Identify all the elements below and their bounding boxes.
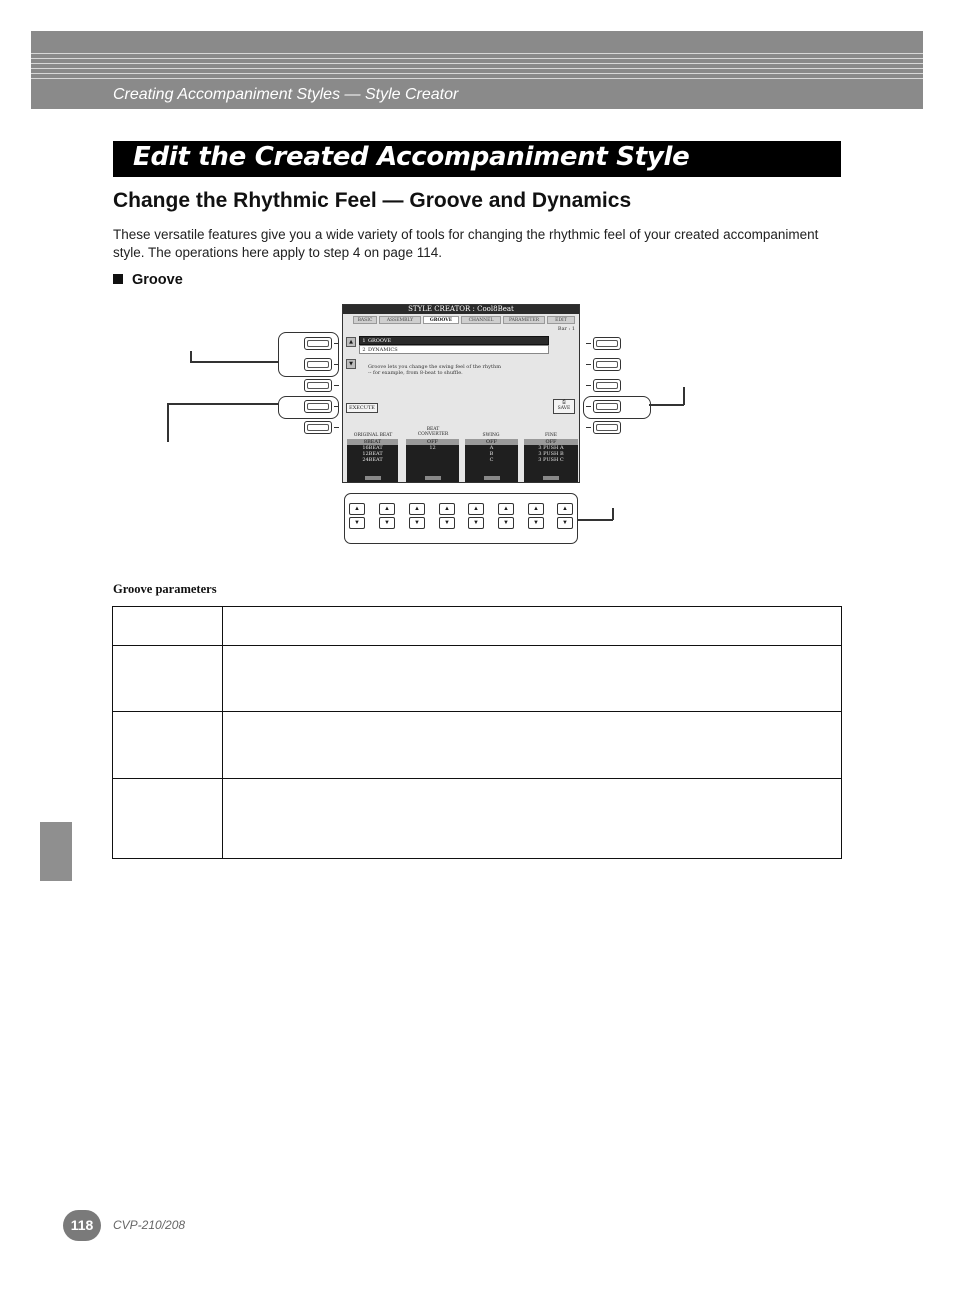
list-item-selected[interactable]: OFF	[406, 439, 459, 445]
column-head-line1: BEAT	[426, 427, 440, 432]
swing-list[interactable]	[465, 439, 518, 482]
list-item[interactable]: 12	[429, 445, 436, 451]
callout-leader-right-vertical	[683, 387, 685, 405]
chapter-header-band	[31, 31, 923, 109]
list-item[interactable]: B	[489, 451, 494, 457]
button-pair-1	[349, 503, 365, 529]
menu-item-label: GROOVE	[368, 338, 392, 344]
list-item[interactable]: 16BEAT	[362, 445, 383, 451]
up-button[interactable]: ▲	[498, 503, 514, 515]
list-item[interactable]: A	[489, 445, 494, 451]
up-button[interactable]: ▲	[439, 503, 455, 515]
lcd-title-prefix: STYLE CREATOR :	[408, 305, 475, 313]
menu-item-number: 1	[362, 338, 366, 344]
scroll-triangle-icon	[425, 476, 441, 480]
button-tick	[586, 406, 591, 407]
table-cell	[113, 646, 223, 712]
execute-button[interactable]: EXECUTE	[346, 403, 378, 413]
button-tick	[334, 343, 339, 344]
table-cell	[223, 779, 842, 859]
model-name: CVP-210/208	[113, 1218, 186, 1232]
table-cell	[223, 646, 842, 712]
column-head-fine: FINE	[544, 433, 558, 438]
lcd-button-f[interactable]	[593, 337, 621, 350]
list-item-selected[interactable]: 8BEAT	[347, 439, 398, 445]
lcd-button-e[interactable]	[304, 421, 332, 434]
fine-list[interactable]	[524, 439, 578, 482]
down-button[interactable]: ▼	[468, 517, 484, 529]
scroll-triangle-icon	[484, 476, 500, 480]
button-tick	[334, 427, 339, 428]
save-label: SAVE	[557, 406, 571, 411]
tab-groove[interactable]: GROOVE	[423, 316, 459, 324]
callout-leader-bottom	[578, 519, 613, 521]
table-cell	[223, 607, 842, 646]
button-tick	[334, 406, 339, 407]
lcd-description	[368, 364, 501, 376]
button-tick	[334, 364, 339, 365]
down-button[interactable]: ▼	[439, 517, 455, 529]
save-button[interactable]	[553, 399, 575, 414]
list-item-selected[interactable]: OFF	[465, 439, 518, 445]
groove-heading-text: Groove	[132, 272, 183, 288]
down-button[interactable]: ▼	[498, 517, 514, 529]
column-head-beat-converter	[405, 427, 461, 437]
down-arrow-icon[interactable]: ▼	[346, 359, 356, 369]
button-pair-6	[498, 503, 514, 529]
button-pair-7	[528, 503, 544, 529]
down-button[interactable]: ▼	[557, 517, 573, 529]
list-item[interactable]: 3 PUSH B	[538, 451, 564, 457]
button-tick	[586, 427, 591, 428]
button-tick	[334, 385, 339, 386]
up-button[interactable]: ▲	[528, 503, 544, 515]
lcd-button-g[interactable]	[593, 358, 621, 371]
up-arrow-icon[interactable]: ▲	[346, 337, 356, 347]
button-tick	[586, 364, 591, 365]
chapter-title: Creating Accompaniment Styles — Style Creator	[113, 86, 459, 103]
lcd-button-i[interactable]	[593, 400, 621, 413]
callout-leader-bottom-vertical	[612, 508, 614, 520]
callout-leader-right	[649, 404, 684, 406]
menu-item-dynamics[interactable]	[359, 345, 549, 354]
menu-item-groove[interactable]	[359, 336, 549, 345]
table-row	[113, 607, 842, 646]
down-button[interactable]: ▼	[409, 517, 425, 529]
up-button[interactable]: ▲	[349, 503, 365, 515]
groove-parameters-table	[112, 606, 842, 859]
up-down-buttons-panel	[344, 493, 578, 544]
table-row	[113, 646, 842, 712]
original-beat-list[interactable]	[347, 439, 398, 482]
button-pair-4	[439, 503, 455, 529]
chapter-side-tab	[40, 822, 72, 881]
button-tick	[586, 343, 591, 344]
up-button[interactable]: ▲	[557, 503, 573, 515]
button-pair-2	[379, 503, 395, 529]
lcd-button-d[interactable]	[304, 400, 332, 413]
intro-paragraph: These versatile features give you a wide variety of tools for changing the rhythmic feel of your created accompaniment style. The operations here apply to step 4 on page 114.	[113, 227, 819, 260]
save-icon: ⎙	[562, 400, 566, 405]
column-head-original-beat: ORIGINAL BEAT	[353, 433, 393, 438]
down-button[interactable]: ▼	[379, 517, 395, 529]
button-pair-8	[557, 503, 573, 529]
down-button[interactable]: ▼	[349, 517, 365, 529]
list-item[interactable]: 3 PUSH C	[538, 457, 564, 463]
lcd-description-line1: Groove lets you change the swing feel of the rhythm	[368, 364, 501, 370]
scroll-triangle-icon	[543, 476, 559, 480]
section-title-bar	[113, 141, 841, 177]
callout-leader-left-mid	[167, 403, 278, 405]
list-item-selected[interactable]: OFF	[524, 439, 578, 445]
page-number-badge: 118	[63, 1210, 101, 1241]
table-cell	[113, 607, 223, 646]
menu-item-number: 2	[362, 347, 366, 353]
up-button[interactable]: ▲	[409, 503, 425, 515]
lcd-button-c[interactable]	[304, 379, 332, 392]
list-item[interactable]: 12BEAT	[362, 451, 383, 457]
lcd-title-bar	[343, 305, 579, 314]
table-cell	[113, 779, 223, 859]
section-title: Edit the Created Accompaniment Style	[133, 142, 690, 172]
bar-label: Bar :	[557, 326, 571, 332]
button-tick	[586, 385, 591, 386]
lcd-button-b[interactable]	[304, 358, 332, 371]
tab-basic[interactable]: BASIC	[353, 316, 377, 324]
list-item[interactable]: 24BEAT	[362, 457, 383, 463]
lcd-style-name: Cool8Beat	[477, 305, 514, 313]
tab-parameter[interactable]: PARAMETER	[503, 316, 545, 324]
lcd-button-j[interactable]	[593, 421, 621, 434]
bar-value: 1	[571, 326, 575, 332]
bar-indicator	[558, 326, 575, 332]
table-row	[113, 779, 842, 859]
tab-channel[interactable]: CHANNEL	[461, 316, 501, 324]
groove-heading	[113, 272, 183, 288]
column-head-swing: SWING	[482, 433, 500, 438]
down-button[interactable]: ▼	[528, 517, 544, 529]
button-pair-3	[409, 503, 425, 529]
column-head-line2: CONVERTER	[417, 432, 449, 437]
list-item[interactable]: C	[489, 457, 494, 463]
up-button[interactable]: ▲	[379, 503, 395, 515]
callout-leader-left-mid-vertical	[167, 403, 169, 442]
subsection-heading: Change the Rhythmic Feel — Groove and Dynamics	[113, 189, 632, 212]
button-pair-5	[468, 503, 484, 529]
menu-item-label: DYNAMICS	[368, 347, 398, 353]
table-row	[113, 712, 842, 779]
up-button[interactable]: ▲	[468, 503, 484, 515]
list-item[interactable]: 3 PUSH A	[538, 445, 564, 451]
tab-assembly[interactable]: ASSEMBLY	[379, 316, 421, 324]
table-caption: Groove parameters	[113, 582, 217, 596]
lcd-screen	[342, 304, 580, 483]
lcd-button-h[interactable]	[593, 379, 621, 392]
lcd-description-line2: -- for example, from 8-beat to shuffle.	[368, 370, 463, 376]
beat-converter-list[interactable]	[406, 439, 459, 482]
table-cell	[223, 712, 842, 779]
scroll-triangle-icon	[365, 476, 381, 480]
lcd-button-a[interactable]	[304, 337, 332, 350]
callout-leader-left-top	[190, 361, 279, 363]
square-bullet-icon	[113, 274, 123, 284]
table-cell	[113, 712, 223, 779]
tab-edit[interactable]: EDIT	[547, 316, 575, 324]
